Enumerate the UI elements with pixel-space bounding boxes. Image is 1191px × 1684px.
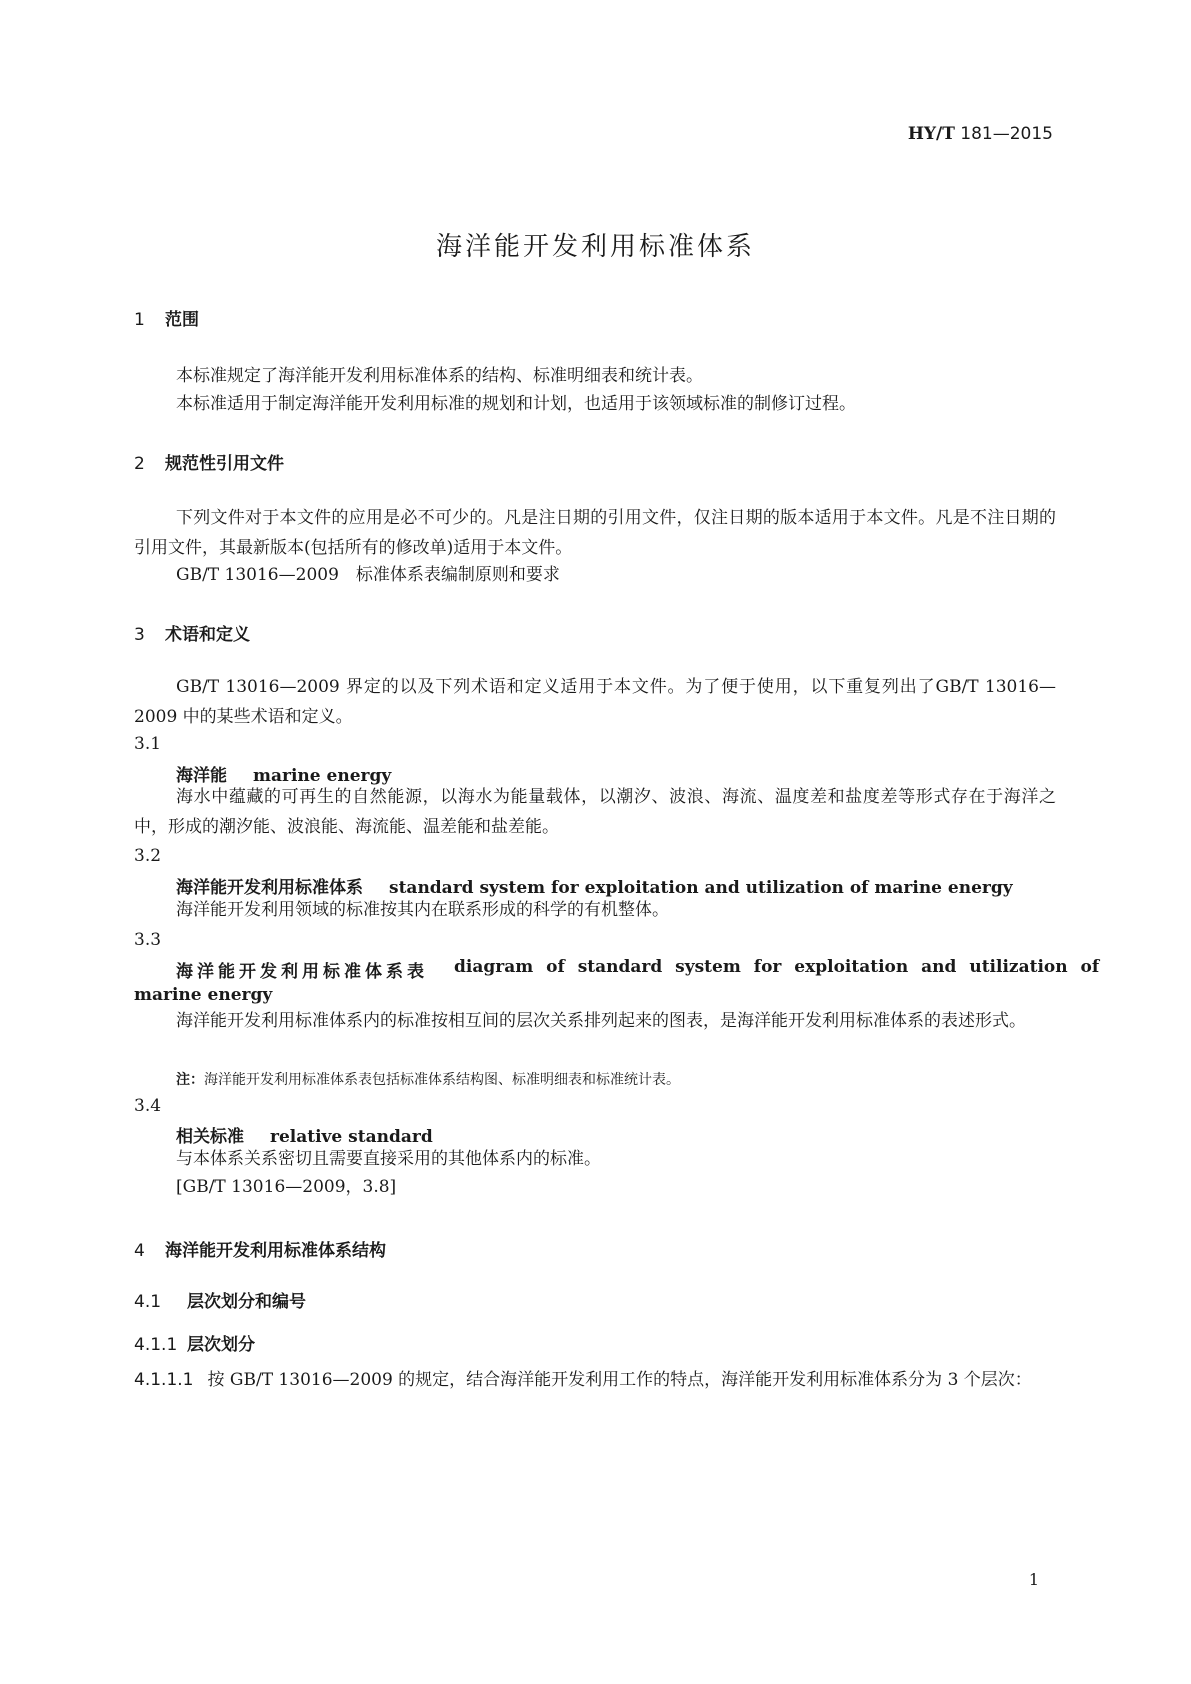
page-number: 1 xyxy=(1028,1570,1039,1589)
section-3-heading: 3 术语和定义 xyxy=(134,625,250,645)
section-2-heading: 2 规范性引用文件 xyxy=(134,454,284,474)
term-3-4-number: 3.4 xyxy=(134,1096,162,1116)
term-3-4-source: [GB/T 13016—2009，3.8] xyxy=(176,1177,397,1197)
normative-reference: GB/T 13016—2009 标准体系表编制原则和要求 xyxy=(176,565,560,585)
section-1-paragraph-2: 本标准适用于制定海洋能开发利用标准的规划和计划，也适用于该领域标准的制修订过程。 xyxy=(176,394,856,414)
term-3-3-note: 注：海洋能开发利用标准体系表包括标准体系结构图、标准明细表和标准统计表。 xyxy=(176,1072,680,1088)
section-3-intro: GB/T 13016—2009 界定的以及下列术语和定义适用于本文件。为了便于使用，以下重复列出了GB/T 13016—2009 中的某些术语和定义。 xyxy=(134,677,1056,727)
term-3-3-definition: 海洋能开发利用标准体系内的标准按相互间的层次关系排列起来的图表，是海洋能开发利用标准体系的表述形式。 xyxy=(176,1011,1026,1031)
term-3-2-number: 3.2 xyxy=(134,846,162,866)
section-4-heading: 4 海洋能开发利用标准体系结构 xyxy=(134,1241,386,1261)
standard-code: HY/T 181—2015 xyxy=(907,124,1053,144)
term-3-2-title: 海洋能开发利用标准体系 standard system for exploitation and utilization of marine energy xyxy=(176,878,1013,898)
term-3-2-definition: 海洋能开发利用领域的标准按其内在联系形成的科学的有机整体。 xyxy=(176,900,669,920)
section-4-1-1-1-text: 4.1.1.1 按 GB/T 13016—2009 的规定，结合海洋能开发利用工作的特点，海洋能开发利用标准体系分为 3 个层次： xyxy=(134,1370,1032,1390)
term-3-1-definition: 海水中蕴藏的可再生的自然能源，以海水为能量载体，以潮汐、波浪、海流、温度差和盐度差等形式存在于海洋之中，形成的潮汐能、波浪能、海流能、温差能和盐差能。 xyxy=(134,787,1056,837)
term-3-1-title: 海洋能 marine energy xyxy=(176,766,392,786)
term-3-3-title: 海洋能开发利用标准体系表 diagram of standard system for exploitation and utilization of xyxy=(176,957,1100,982)
section-2-paragraph: 下列文件对于本文件的应用是必不可少的。凡是注日期的引用文件，仅注日期的版本适用于本文件。凡是不注日期的引用文件，其最新版本(包括所有的修改单)适用于本文件。 xyxy=(134,508,1056,558)
section-4-1-1-heading: 4.1.1 层次划分 xyxy=(134,1335,255,1355)
term-3-3-title-cont: marine energy xyxy=(134,985,273,1005)
section-1-paragraph-1: 本标准规定了海洋能开发利用标准体系的结构、标准明细表和统计表。 xyxy=(176,366,703,386)
term-3-3-number: 3.3 xyxy=(134,930,162,950)
section-4-1-heading: 4.1 层次划分和编号 xyxy=(134,1292,306,1312)
term-3-1-number: 3.1 xyxy=(134,734,162,754)
section-1-heading: 1 范围 xyxy=(134,310,199,330)
page-title: 海洋能开发利用标准体系 xyxy=(435,232,755,262)
term-3-4-definition: 与本体系关系密切且需要直接采用的其他体系内的标准。 xyxy=(176,1149,601,1169)
term-3-4-title: 相关标准 relative standard xyxy=(176,1127,433,1147)
